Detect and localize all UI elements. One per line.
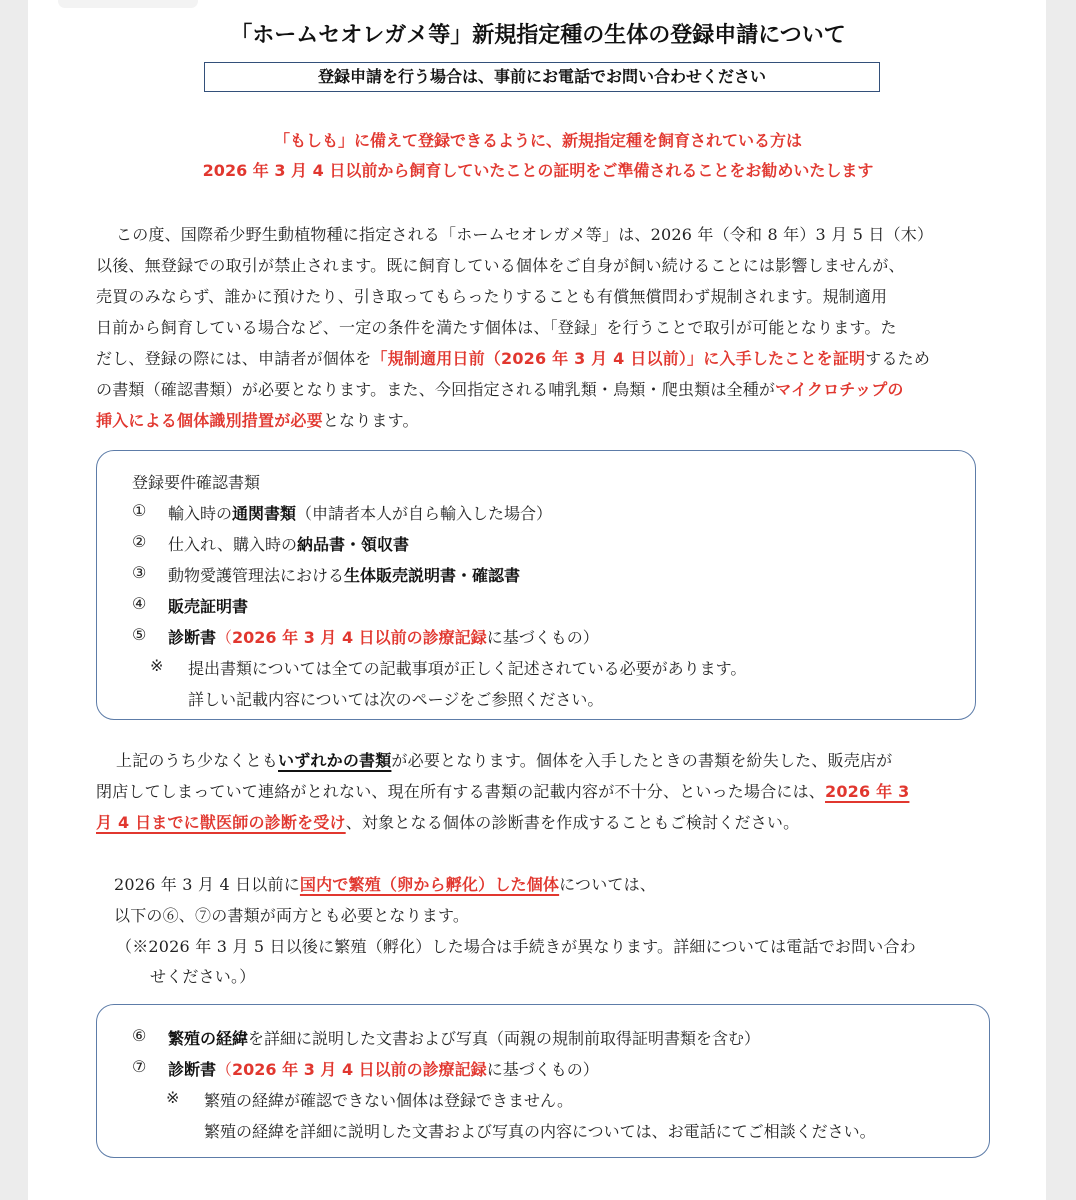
- box2-note-2: 繁殖の経緯を詳細に説明した文書および写真の内容については、お電話にてご相談ください。: [204, 1122, 876, 1141]
- notice-box: 登録申請を行う場合は、事前にお電話でお問い合わせください: [204, 62, 880, 92]
- doc-item-4: 販売証明書: [168, 597, 249, 616]
- doc-item-2: 仕入れ、購入時の納品書・領収書: [168, 535, 409, 554]
- box1-note-1: 提出書類については全ての記載事項が正しく記述されている必要があります。: [188, 659, 747, 678]
- item-number: ⑤: [132, 625, 147, 644]
- para3-line-4: せください。）: [150, 967, 256, 986]
- item-number: ⑦: [132, 1057, 147, 1076]
- para2-line-2: 閉店してしまっていて連絡がとれない、現在所有する書類の記載内容が不十分、といった場合には、2026 年 3: [96, 782, 910, 801]
- note-mark: ※: [150, 656, 164, 675]
- page-title: 「ホームセオレガメ等」新規指定種の生体の登録申請について: [230, 23, 846, 48]
- box2-note-1: 繁殖の経緯が確認できない個体は登録できません。: [204, 1091, 573, 1110]
- intro-line-5: だし、登録の際には、申請者が個体を「規制適用日前（2026 年 3 月 4 日以前）」に入手したことを証明するため: [96, 349, 931, 368]
- para3-line-3: （※2026 年 3 月 5 日以後に繁殖（孵化）した場合は手続きが異なります。詳細については電話でお問い合わ: [116, 937, 916, 956]
- note-mark: ※: [166, 1088, 180, 1107]
- top-bar-fragment: [58, 0, 198, 8]
- doc-item-7: 診断書（2026 年 3 月 4 日以前の診療記録に基づくもの）: [168, 1060, 599, 1079]
- item-number: ④: [132, 594, 147, 613]
- doc-item-5: 診断書（2026 年 3 月 4 日以前の診療記録に基づくもの）: [168, 628, 599, 647]
- item-number: ①: [132, 501, 147, 520]
- doc-item-3: 動物愛護管理法における生体販売説明書・確認書: [168, 566, 521, 585]
- intro-line-1: この度、国際希少野生動植物種に指定される「ホームセオレガメ等」は、2026 年（令和 8 年）3 月 5 日（木）: [116, 225, 934, 244]
- box1-heading: 登録要件確認書類: [132, 473, 261, 492]
- intro-line-4: 日前から飼育している場合など、一定の条件を満たす個体は、「登録」を行うことで取引が可能となります。た: [96, 318, 897, 337]
- warning-line-1: 「もしも」に備えて登録できるように、新規指定種を飼育されている方は: [273, 131, 802, 150]
- doc-item-6: 繁殖の経緯を詳細に説明した文書および写真（両親の規制前取得証明書類を含む）: [168, 1029, 761, 1048]
- intro-line-3: 売買のみならず、誰かに預けたり、引き取ってもらったりすることも有償無償問わず規制されます。規制適用: [96, 287, 888, 306]
- intro-line-2: 以後、無登録での取引が禁止されます。既に飼育している個体をご自身が飼い続けることには影響しませんが、: [96, 256, 905, 275]
- box1-note-2: 詳しい記載内容については次のページをご参照ください。: [188, 690, 604, 709]
- intro-line-6: の書類（確認書類）が必要となります。また、今回指定される哺乳類・鳥類・爬虫類は全種がマイクロチップの: [96, 380, 904, 399]
- item-number: ②: [132, 532, 147, 551]
- warning-line-2: 2026 年 3 月 4 日以前から飼育していたことの証明をご準備されることをお勧めいたします: [202, 161, 874, 180]
- item-number: ③: [132, 563, 147, 582]
- para3-line-1: 2026 年 3 月 4 日以前に国内で繁殖（卵から孵化）した個体については、: [114, 875, 657, 894]
- para2-line-3: 月 4 日までに獣医師の診断を受け、対象となる個体の診断書を作成することもご検討ください。: [96, 813, 800, 832]
- item-number: ⑥: [132, 1026, 147, 1045]
- para3-line-2: 以下の⑥、⑦の書類が両方とも必要となります。: [114, 906, 470, 925]
- intro-line-7: 挿入による個体識別措置が必要となります。: [96, 411, 419, 430]
- para2-line-1: 上記のうち少なくともいずれかの書類が必要となります。個体を入手したときの書類を紛失した、販売店が: [116, 751, 893, 770]
- doc-item-1: 輸入時の通関書類（申請者本人が自ら輸入した場合）: [168, 504, 553, 523]
